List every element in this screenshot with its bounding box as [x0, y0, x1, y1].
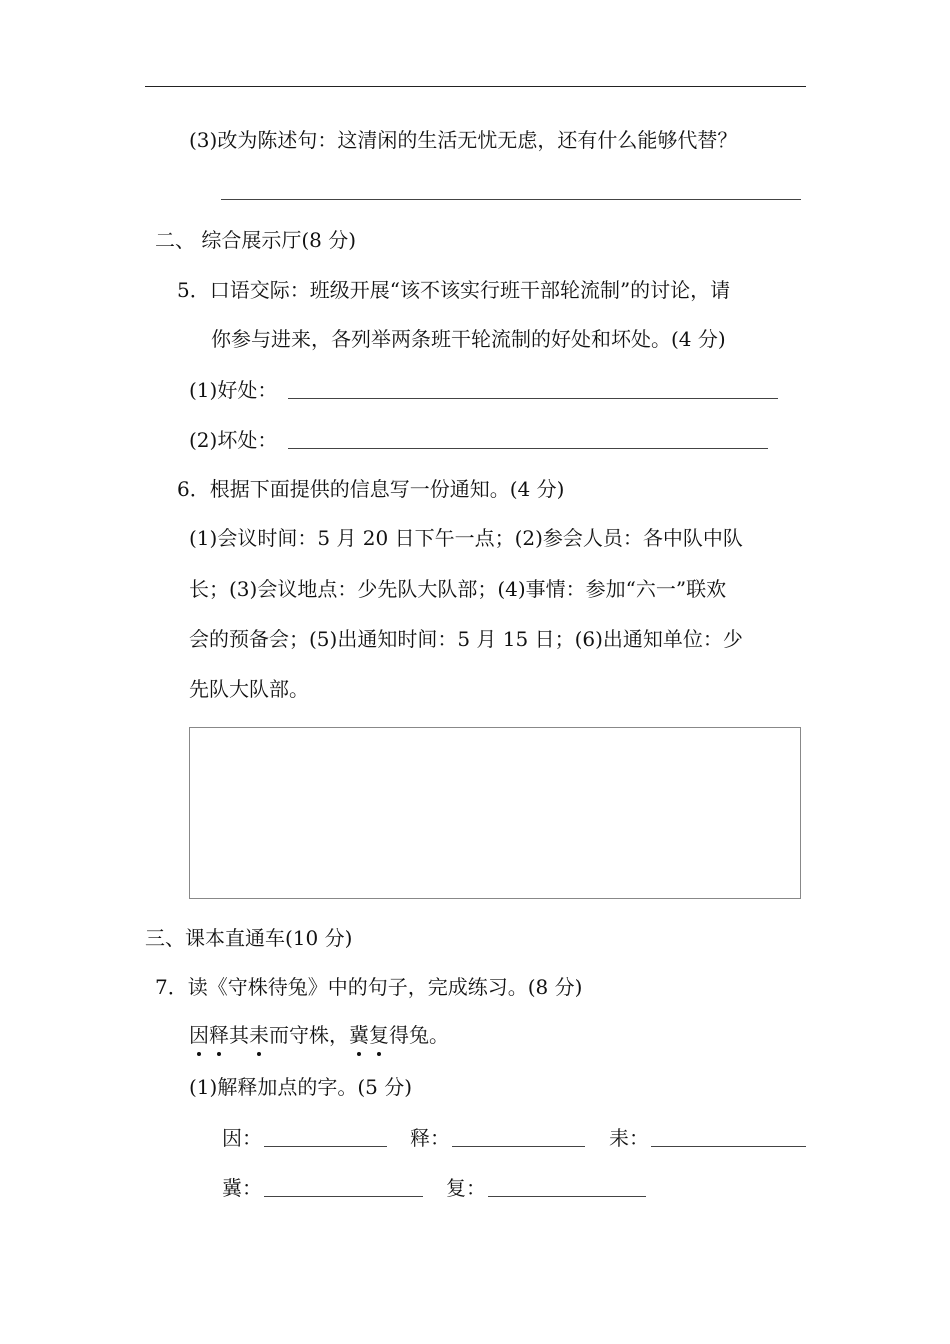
sentence-text: 其 — [229, 1023, 249, 1047]
blank-answer-ji[interactable] — [264, 1196, 423, 1197]
q6-prompt: 6．根据下面提供的信息写一份通知。(4 分) — [177, 477, 565, 501]
blank-label-shi: 释： — [410, 1126, 450, 1150]
blank-answer-shi[interactable] — [452, 1146, 585, 1147]
q7-classical-sentence — [189, 1021, 449, 1049]
q5-disadvantage-answer-line[interactable] — [288, 448, 768, 449]
q5-advantage-answer-line[interactable] — [288, 398, 778, 399]
q4-part3-answer-line[interactable] — [221, 199, 801, 200]
q6-info-line: 会的预备会；(5)出通知时间：5 月 15 日；(6)出通知单位：少 — [189, 627, 743, 651]
q4-part3-text: (3)改为陈述句：这清闲的生活无忧无虑，还有什么能够代替？ — [189, 128, 738, 152]
q5-advantage-label: (1)好处： — [189, 378, 278, 402]
blank-label-lei: 耒： — [609, 1126, 649, 1150]
blank-label-ji: 冀： — [222, 1176, 262, 1200]
blank-answer-yin[interactable] — [264, 1146, 387, 1147]
dotted-char: 释 — [209, 1023, 229, 1047]
dotted-char: 因 — [189, 1023, 209, 1047]
q7-prompt: 7．读《守株待兔》中的句子，完成练习。(8 分) — [155, 975, 583, 999]
dotted-char: 冀 — [349, 1023, 369, 1047]
sentence-text: 而守株， — [269, 1023, 349, 1047]
q6-info-line: 先队大队部。 — [189, 677, 309, 701]
dotted-char: 耒 — [249, 1023, 269, 1047]
blank-answer-lei[interactable] — [651, 1146, 806, 1147]
header-rule — [145, 86, 806, 87]
blank-label-fu: 复： — [446, 1176, 486, 1200]
q5-prompt-line2: 你参与进来，各列举两条班干轮流制的好处和坏处。(4 分) — [211, 327, 726, 351]
blank-label-yin: 因： — [222, 1126, 262, 1150]
q5-prompt-line1: 5．口语交际：班级开展“该不该实行班干部轮流制”的讨论，请 — [177, 278, 731, 302]
q6-info-line: (1)会议时间：5 月 20 日下午一点；(2)参会人员：各中队中队 — [189, 526, 743, 550]
q6-info-line: 长；(3)会议地点：少先队大队部；(4)事情：参加“六一”联欢 — [189, 577, 727, 601]
blank-answer-fu[interactable] — [488, 1196, 646, 1197]
section-2-title: 二、 综合展示厅(8 分) — [155, 228, 357, 252]
dotted-char: 复 — [369, 1023, 389, 1047]
sentence-text: 得兔。 — [389, 1023, 449, 1047]
q7-part1-prompt: (1)解释加点的字。(5 分) — [189, 1075, 413, 1099]
section-3-title: 三、课本直通车(10 分) — [145, 926, 353, 950]
q5-disadvantage-label: (2)坏处： — [189, 428, 278, 452]
notice-answer-box[interactable] — [189, 727, 801, 899]
